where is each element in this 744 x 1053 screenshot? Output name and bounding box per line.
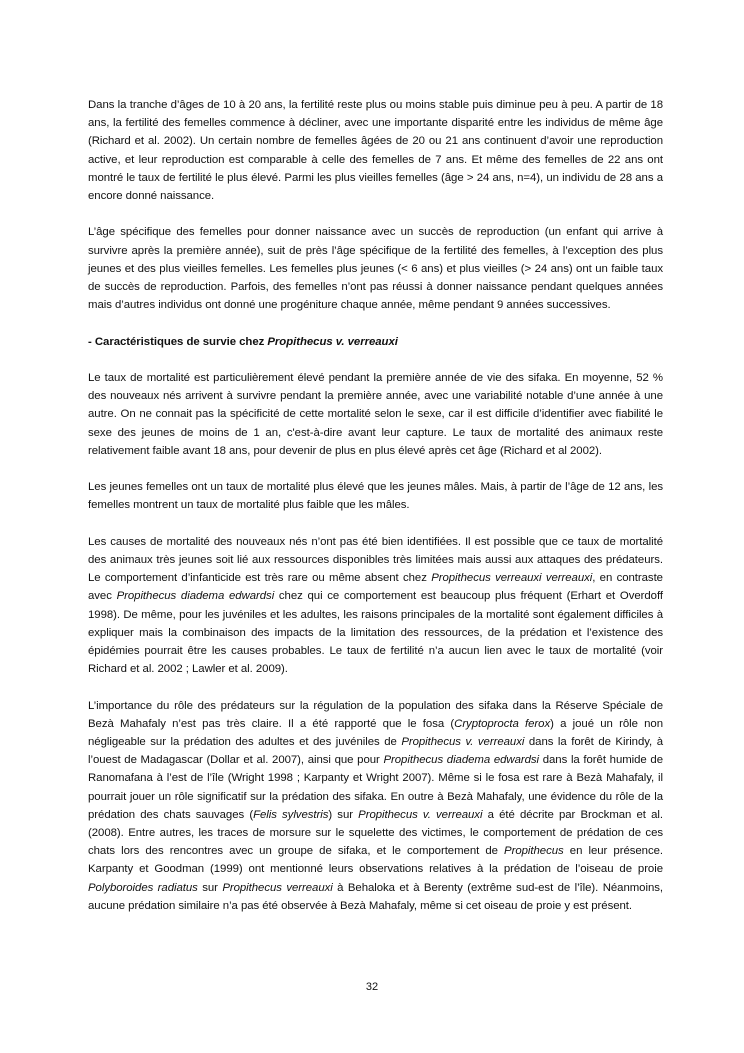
paragraph-mortality-rate: Le taux de mortalité est particulièrement élevé pendant la première année de vie des sifaka. En moyenne, 52 % des nouveaux nés arrivent à survivre pendant la première année, avec une variabilité notable d’une année à une autre. On ne connait pas la spécificité de cette mortalité selon le sexe, car il est difficile d’identifier avec fiabilité le sexe des jeunes de moins de 1 an, c'est-à-dire avant leur capture. Le taux de mortalité des animaux reste relativement faible avant 18 ans, pour devenir de plus en plus élevé après cet âge (Richard et al 2002).	[88, 372, 663, 457]
paragraph-sex-mortality: Les jeunes femelles ont un taux de mortalité plus élevé que les jeunes mâles. Mais, à partir de l’âge de 12 ans, les femelles montrent un taux de mortalité plus faible que les mâles.	[88, 481, 663, 512]
text-run: ) a joué un rôle non négligeable sur la prédation des adultes et des juvéniles de	[88, 717, 663, 749]
species-name: Propithecus diadema edwardsi	[116, 590, 275, 603]
species-name: Propithecus	[504, 845, 564, 858]
text-run: , en contraste avec	[88, 572, 663, 603]
species-name: Propithecus v. verreauxi	[358, 808, 483, 821]
page-number: 32	[365, 981, 379, 993]
section-heading-species: Propithecus v. verreauxi	[267, 335, 398, 348]
text-run: dans la forêt humide de Ranomafana à l’est de l’île (Wright 1998 ; Karpanty et Wright 2007). Même si le fosa est rare à Bezà Mahafaly, il pourrait jouer un rôle significatif sur la prédation des sifaka. En outre à Bezà Mahafaly, une évidence du rôle de la prédation des chats sauvages (	[88, 754, 663, 821]
body-text	[88, 96, 663, 933]
species-name: Propithecus verreauxi	[222, 881, 333, 894]
text-run: sur	[197, 881, 223, 894]
paragraph-fertility-age: Dans la tranche d’âges de 10 à 20 ans, la fertilité reste plus ou moins stable puis diminue peu à peu. A partir de 18 ans, la fertilité des femelles commence à décliner, avec une importante disparité entre les individus de même âge (Richard et al. 2002). Un certain nombre de femelles âgées de 20 ou 21 ans continuent d’avoir une reproduction active, et leur reproduction est comparable à celle des femelles de 7 ans. Et même des femelles de 22 ans ont montré le taux de fertilité le plus élevé. Parmi les plus vieilles femelles (âge > 24 ans, n=4), un individu de 28 ans a encore donné naissance.	[88, 99, 663, 203]
species-name: Cryptoprocta ferox	[454, 717, 551, 730]
species-name: Felis sylvestris	[253, 808, 329, 821]
section-heading	[88, 333, 663, 351]
species-name: Propithecus verreauxi verreauxi	[431, 572, 593, 585]
text-run: chez qui ce comportement est beaucoup plus fréquent (Erhart et Overdoff 1998). De même, pour les juvéniles et les adultes, les raisons principales de la mortalité sont également difficiles à expliquer mais la combinaison des impacts de la limitation des ressources, de la prédation et l’existence des épidémies pourrait être les causes probables. Le taux de fertilité n’a aucun lien avec le taux de mortalité (voir Richard et al. 2002 ; Lawler et al. 2009).	[88, 590, 663, 676]
text-run: a été décrite par Brockman et al. (2008). Entre autres, les traces de morsure sur le squelette des victimes, le comportement de prédation de ces chats lors des rencontres avec un groupe de sifaka, et le comportement de	[88, 808, 663, 858]
text-run: en leur présence. Karpanty et Goodman (1999) ont mentionné leurs observations relatives à la prédation de l’oiseau de proie	[88, 845, 663, 876]
paragraph-reproductive-success: L’âge spécifique des femelles pour donner naissance avec un succès de reproduction (un enfant qui arrive à survivre après la première année), suit de près l’âge spécifique de la fertilité des femelles, à l’exception des plus jeunes et des plus vieilles femelles. Les femelles plus jeunes (< 6 ans) et plus vieilles (> 24 ans) ont un faible taux de succès de reproduction. Parfois, des femelles n’ont pas réussi à donner naissance pendant quelques années mais d’autres individus ont donné une progéniture chaque année, même pendant 9 années successives.	[88, 226, 663, 312]
paragraph-mortality-causes	[88, 533, 663, 679]
text-run: Les causes de mortalité des nouveaux nés n’ont pas été bien identifiées. Il est possible que ce taux de mortalité des animaux très jeunes soit lié aux ressources disponibles très limitées mais aussi aux attaques des prédateurs. Le comportement d’infanticide est très rare ou même absent chez	[88, 535, 663, 585]
paragraph-predation	[88, 697, 663, 915]
species-name: Propithecus v. verreauxi	[401, 736, 525, 749]
text-run: à Behaloka et à Berenty (extrême sud-est de l’île). Néanmoins, aucune prédation similaire n’a pas été observée à Bezà Mahafaly, même si cet oiseau de proie y est présent.	[88, 881, 663, 912]
species-name: Polyboroides radiatus	[88, 881, 198, 894]
text-run: L’importance du rôle des prédateurs sur la régulation de la population des sifaka dans la Réserve Spéciale de Bezà Mahafaly n’est pas très claire. Il a été rapporté que le fosa (	[88, 699, 663, 730]
text-run: ) sur	[328, 808, 359, 821]
section-heading-prefix: - Caractéristiques de survie chez	[88, 335, 268, 348]
species-name: Propithecus diadema edwardsi	[383, 754, 540, 767]
text-run: dans la forêt de Kirindy, à l’ouest de Madagascar (Dollar et al. 2007), ainsi que pour	[88, 736, 663, 767]
